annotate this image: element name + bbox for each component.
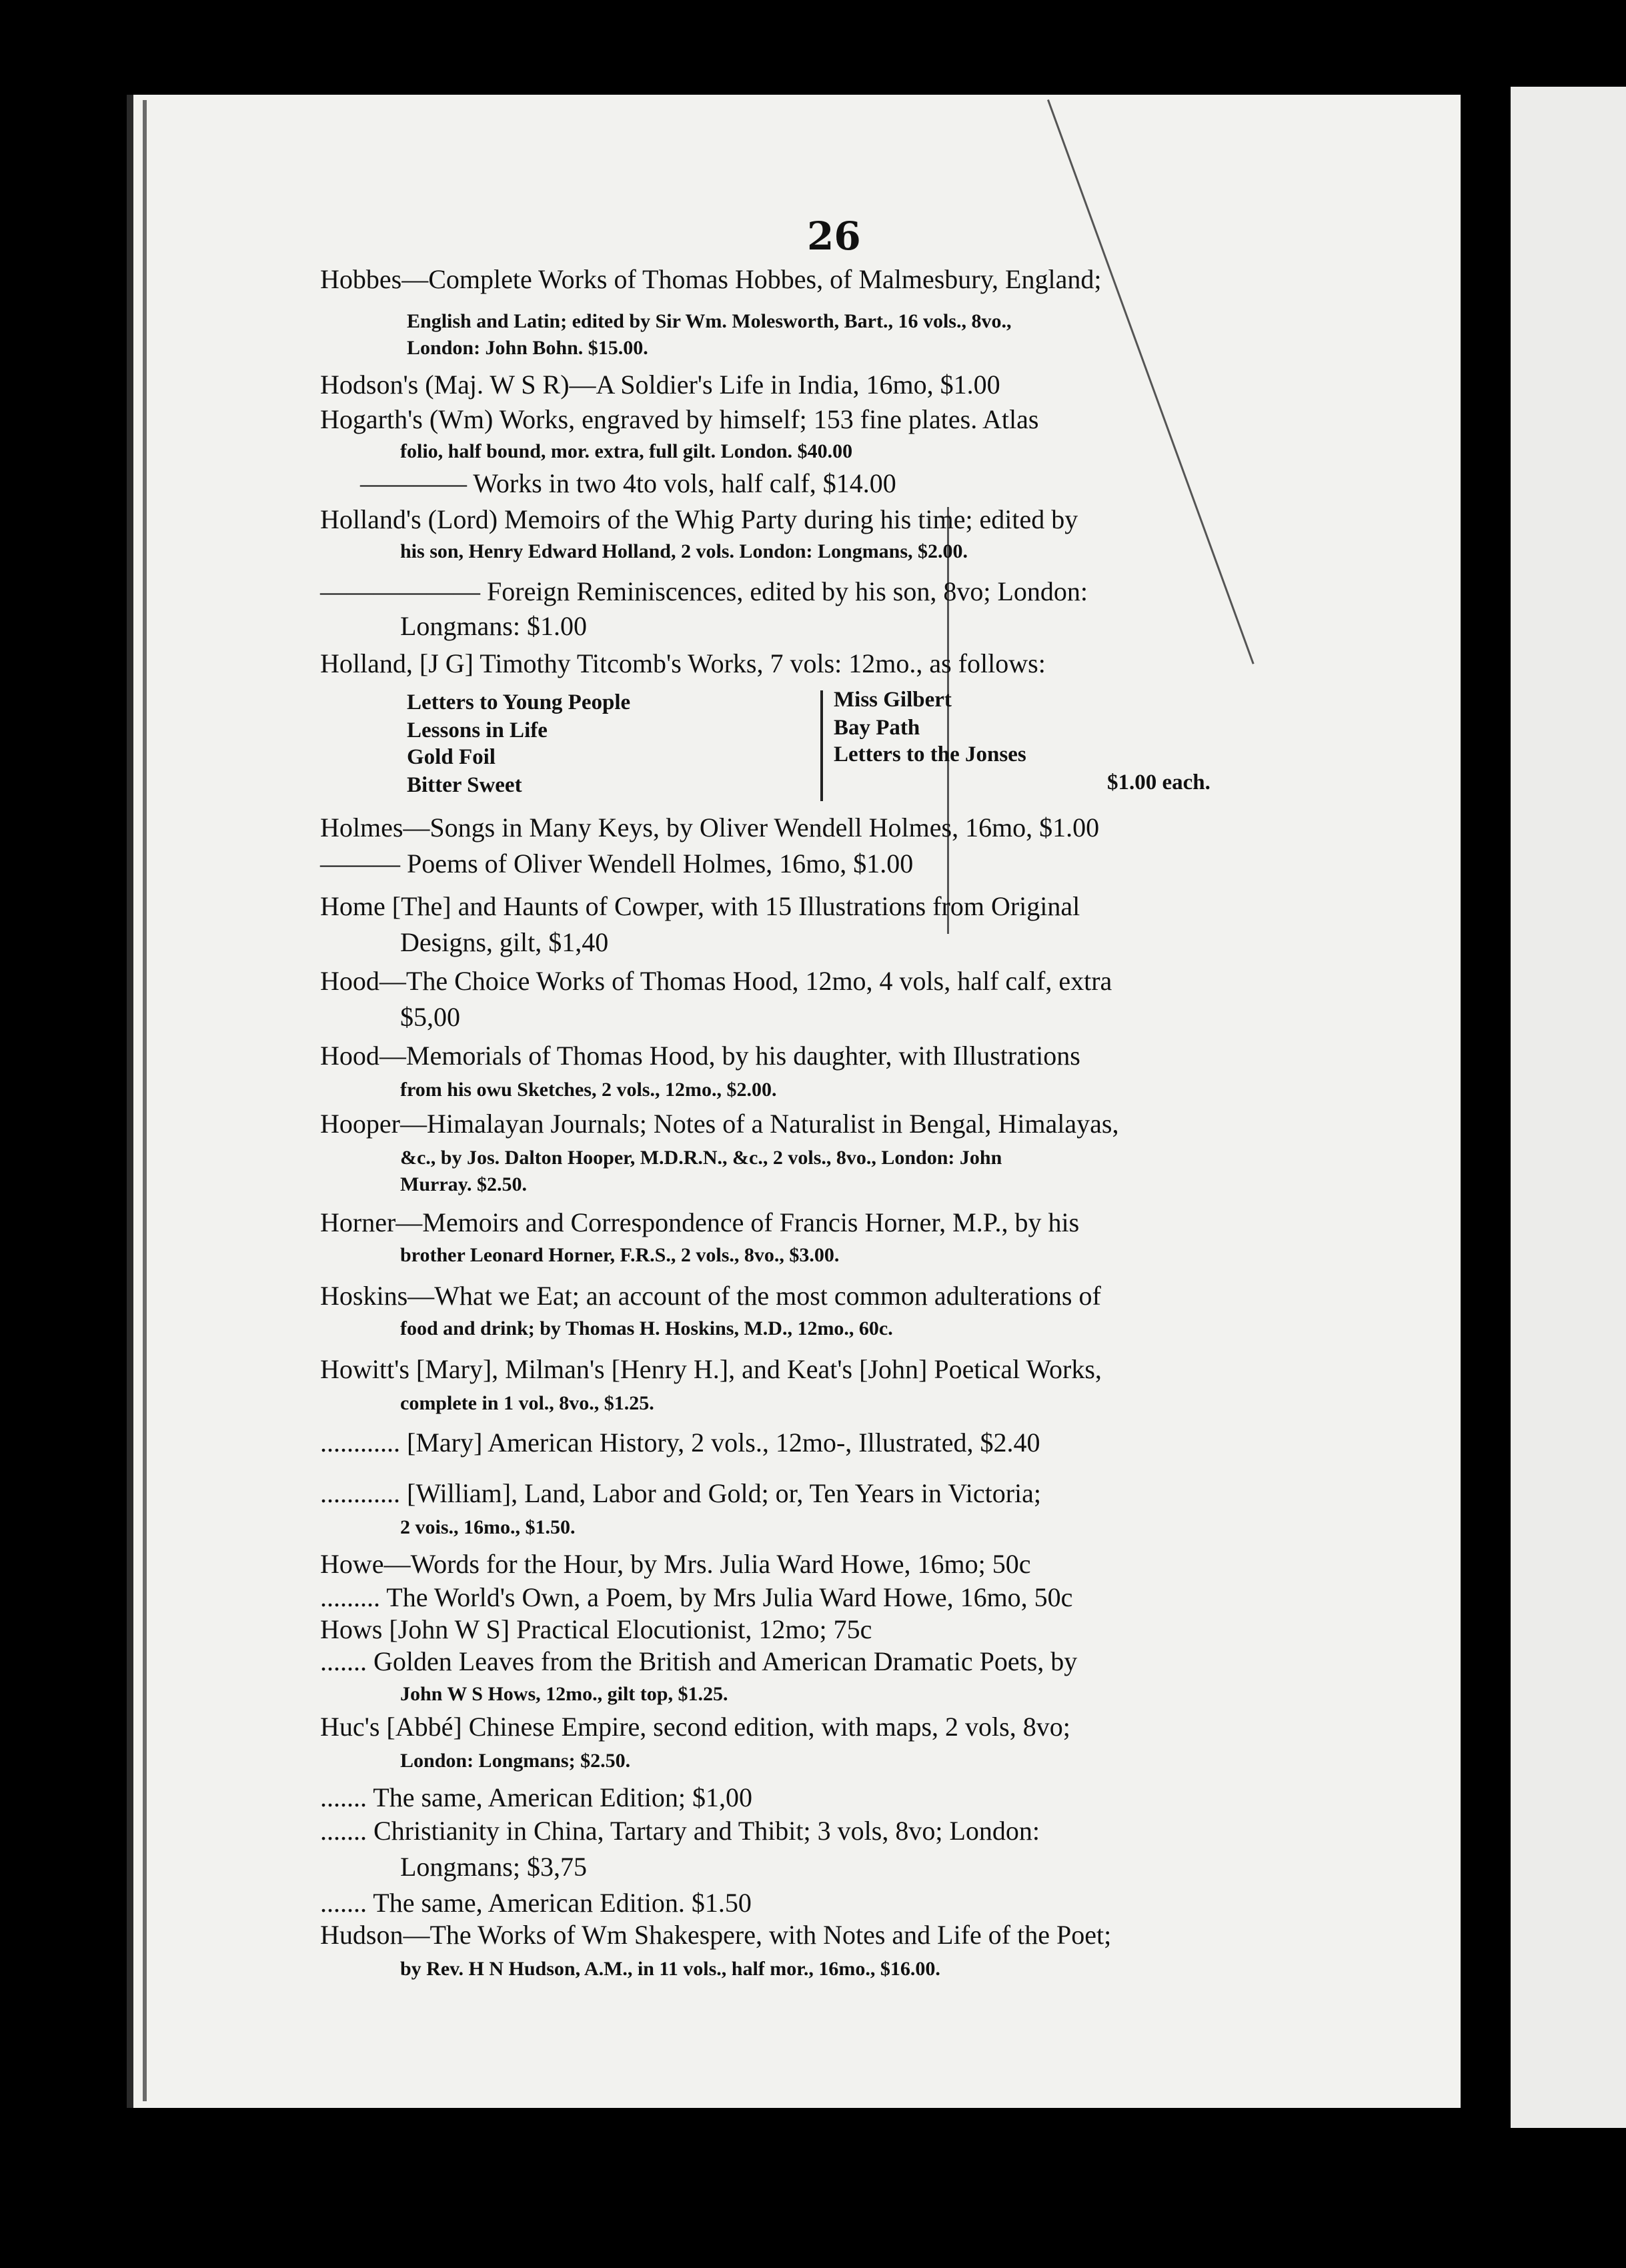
titcomb-title: Letters to Young People [407,690,631,714]
entry-main: Horner—Memoirs and Correspondence of Francis Horner, M.P., by his [320,1207,1080,1237]
entry-detail: his son, Henry Edward Holland, 2 vols. London: Longmans, $2.00. [400,540,968,562]
entry-detail: complete in 1 vol., 8vo., $1.25. [400,1392,654,1414]
titcomb-title: Letters to the Jonses [834,742,1026,766]
page-number: 26 [807,213,861,259]
entry-main: ............ [William], Land, Labor and Gold; or, Ten Years in Victoria; [320,1478,1042,1508]
entry-main: Huc's [Abbé] Chinese Empire, second edition, with maps, 2 vols, 8vo; [320,1712,1070,1742]
column-divider [820,690,823,801]
entry-main: Holmes—Songs in Many Keys, by Oliver Wendell Holmes, 16mo, $1.00 [320,812,1100,842]
entry-main: ......... The World's Own, a Poem, by Mrs Julia Ward Howe, 16mo, 50c [320,1582,1073,1612]
entry-detail: $5,00 [400,1002,460,1032]
page-edge-shadow [143,100,147,2101]
entry-main: Hudson—The Works of Wm Shakespere, with Notes and Life of the Poet; [320,1920,1112,1950]
entry-detail: London: John Bohn. $15.00. [407,337,648,359]
entry-main: Hobbes—Complete Works of Thomas Hobbes, of Malmesbury, England; [320,264,1102,294]
entry-detail: Designs, gilt, $1,40 [400,927,609,957]
titcomb-title: Miss Gilbert [834,688,952,712]
entry-detail: London: Longmans; $2.50. [400,1750,631,1772]
entry-main: ....... The same, American Edition; $1,00 [320,1782,753,1812]
entry-detail: &c., by Jos. Dalton Hooper, M.D.R.N., &c., 2 vols., 8vo., London: John [400,1147,1002,1169]
entry-main: ....... Golden Leaves from the British and American Dramatic Poets, by [320,1646,1078,1676]
entry-detail: by Rev. H N Hudson, A.M., in 11 vols., half mor., 16mo., $16.00. [400,1958,940,1980]
titcomb-title: Gold Foil [407,745,496,769]
titcomb-title: Lessons in Life [407,718,548,742]
scan-scratch [947,507,949,934]
entry-main: Hooper—Himalayan Journals; Notes of a Naturalist in Bengal, Himalayas, [320,1109,1119,1139]
entry-main: Hodson's (Maj. W S R)—A Soldier's Life in India, 16mo, $1.00 [320,370,1000,400]
entry-main: Holland, [J G] Timothy Titcomb's Works, 7 vols: 12mo., as follows: [320,648,1046,678]
entry-detail: English and Latin; edited by Sir Wm. Molesworth, Bart., 16 vols., 8vo., [407,310,1012,332]
entry-detail: folio, half bound, mor. extra, full gilt. London. $40.00 [400,440,853,462]
entry-main: ——— Poems of Oliver Wendell Holmes, 16mo, $1.00 [320,848,914,879]
entry-detail: from his owu Sketches, 2 vols., 12mo., $2.00. [400,1079,777,1101]
entry-main: ———— Works in two 4to vols, half calf, $14.00 [360,468,896,498]
entry-main: Howitt's [Mary], Milman's [Henry H.], and Keat's [John] Poetical Works, [320,1354,1102,1384]
adjacent-page-edge [1511,87,1626,2128]
entry-detail: brother Leonard Horner, F.R.S., 2 vols., 8vo., $3.00. [400,1244,840,1266]
titcomb-title: Bay Path [834,716,920,740]
entry-detail: Murray. $2.50. [400,1173,527,1195]
entry-main: Hood—The Choice Works of Thomas Hood, 12mo, 4 vols, half calf, extra [320,966,1112,996]
entry-detail: 2 vois., 16mo., $1.50. [400,1516,576,1538]
entry-main: Hoskins—What we Eat; an account of the most common adulterations of [320,1281,1101,1311]
entry-main: ............ [Mary] American History, 2 vols., 12mo-, Illustrated, $2.40 [320,1428,1040,1458]
entry-main: Hood—Memorials of Thomas Hood, by his daughter, with Illustrations [320,1041,1080,1071]
entry-main: —————— Foreign Reminiscences, edited by his son, 8vo; London: [320,576,1088,606]
titcomb-title: Bitter Sweet [407,773,522,797]
entry-main: ....... Christianity in China, Tartary and Thibit; 3 vols, 8vo; London: [320,1816,1040,1846]
entry-main: Hogarth's (Wm) Works, engraved by himself; 153 fine plates. Atlas [320,404,1039,434]
entry-detail: Longmans: $1.00 [400,611,587,641]
entry-detail: Longmans; $3,75 [400,1852,587,1882]
entry-main: ....... The same, American Edition. $1.50 [320,1888,752,1918]
entry-main: Howe—Words for the Hour, by Mrs. Julia Ward Howe, 16mo; 50c [320,1549,1031,1579]
entry-main: Hows [John W S] Practical Elocutionist, 12mo; 75c [320,1614,872,1644]
entry-detail: John W S Hows, 12mo., gilt top, $1.25. [400,1683,728,1705]
entry-main: Home [The] and Haunts of Cowper, with 15 Illustrations from Original [320,891,1080,921]
entry-detail: food and drink; by Thomas H. Hoskins, M.D., 12mo., 60c. [400,1317,893,1339]
titcomb-price: $1.00 each. [1107,770,1210,794]
entry-main: Holland's (Lord) Memoirs of the Whig Party during his time; edited by [320,504,1078,534]
